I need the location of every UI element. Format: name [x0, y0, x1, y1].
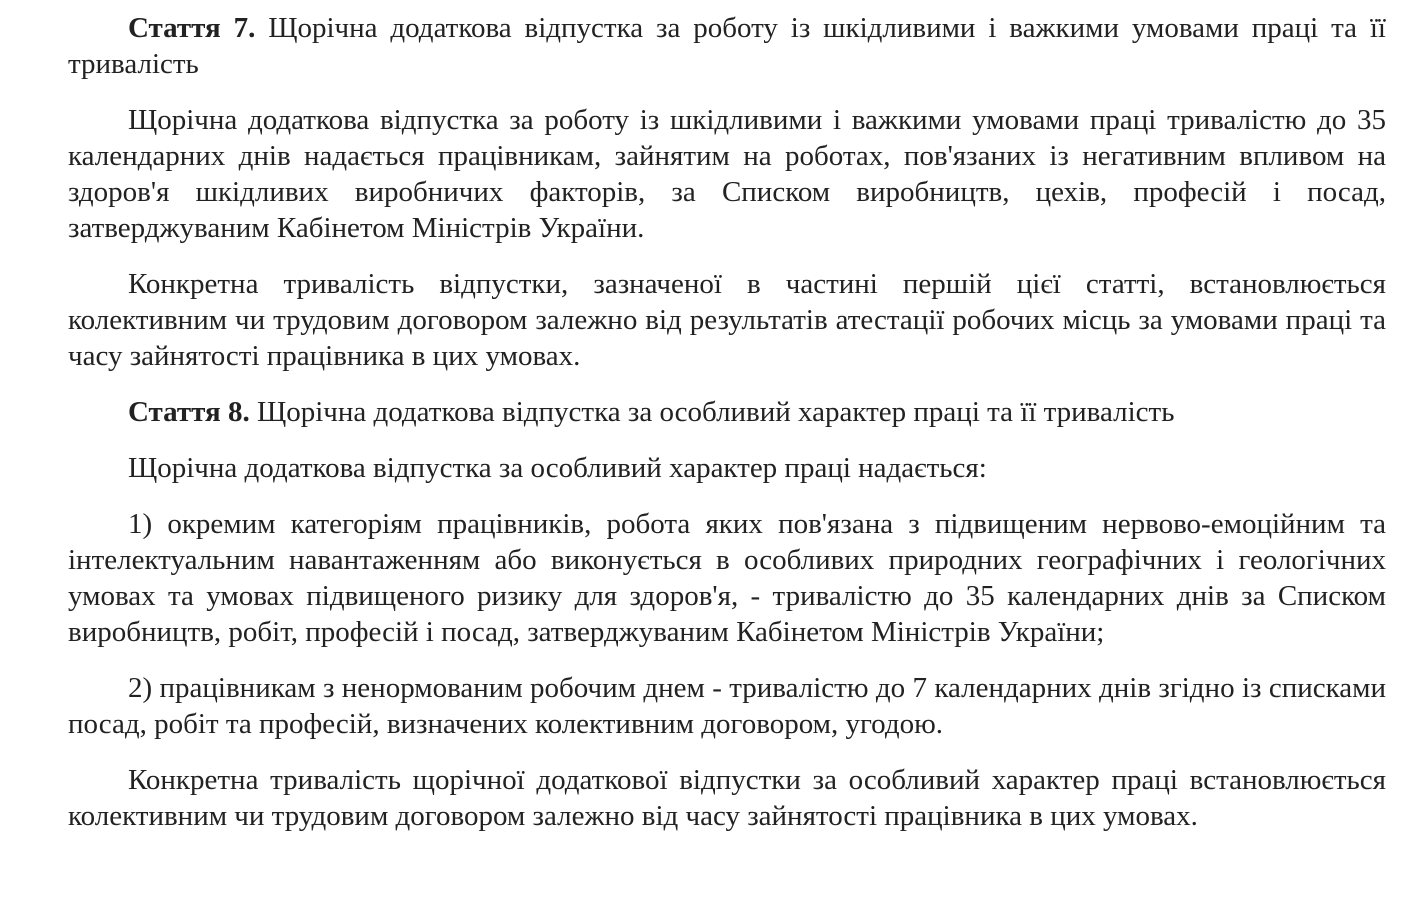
- article-7-paragraph-1: Щорічна додаткова відпустка за роботу із шкідливими і важкими умовами праці тривалістю до 35 календарних днів надається працівникам, зайнятим на роботах, пов'язаних із негативним впливом на здоров'я шкідливих виробничих факторів, за Списком виробництв, цехів, професій і посад, затверджуваним Кабінетом Міністрів України.: [68, 104, 1386, 244]
- article-8-item-2: 2) працівникам з ненормованим робочим днем - тривалістю до 7 календарних днів згідно із списками посад, робіт та професій, визначених колективним договором, угодою.: [68, 672, 1386, 740]
- article-7-paragraph-2: Конкретна тривалість відпустки, зазначеної в частині першій цієї статті, встановлюється колективним чи трудовим договором залежно від результатів атестації робочих місць за умовами праці та часу зайнятості працівника в цих умовах.: [68, 268, 1386, 372]
- article-8-heading: [68, 394, 1386, 430]
- article-7-title: Щорічна додаткова відпустка за роботу із шкідливими і важкими умовами праці та її тривалість: [68, 12, 1386, 80]
- article-7-heading: [68, 10, 1386, 82]
- article-8-intro: Щорічна додаткова відпустка за особливий характер праці надається:: [128, 452, 987, 484]
- article-8-item-1: 1) окремим категоріям працівників, робота яких пов'язана з підвищеним нервово-емоційним та інтелектуальним навантаженням або виконується в особливих природних географічних і геологічних умовах та умовах підвищеного ризику для здоров'я, - тривалістю до 35 календарних днів за Списком виробництв, робіт, професій і посад, затверджуваним Кабінетом Міністрів України;: [68, 508, 1386, 648]
- article-8-closing: Конкретна тривалість щорічної додаткової відпустки за особливий характер праці встановлюється колективним чи трудовим договором залежно від часу зайнятості працівника в цих умовах.: [68, 764, 1386, 832]
- article-7-label: Стаття 7.: [128, 12, 256, 44]
- article-8-label: Стаття 8.: [128, 396, 250, 428]
- article-8-title: Щорічна додаткова відпустка за особливий характер праці та її тривалість: [249, 396, 1175, 428]
